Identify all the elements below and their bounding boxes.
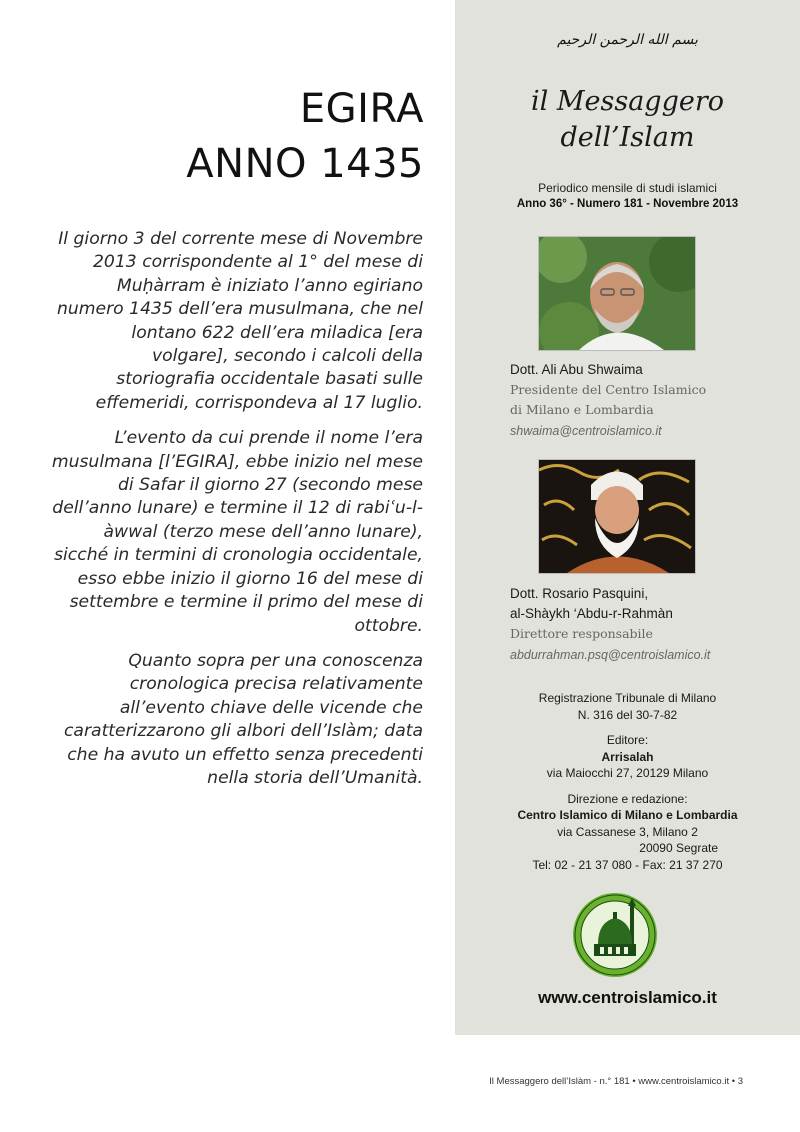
magazine-title-line2: dell’Islam xyxy=(560,122,695,153)
portrait-photo xyxy=(538,236,696,351)
office-address: 20090 Segrate xyxy=(639,841,718,855)
article-paragraph: Il giorno 3 del corrente mese di Novembre 2013 corrispondente al 1° del mese di Muḥàrram è iniziato l’anno egiriano numero 1435 dell’era musulmana, che nel lontano 622 dell’era miladica [era volgare], secondo i calcoli della storiografia occidentale basati sulle effemeridi, corrispondeva al 17 luglio. xyxy=(57,229,423,413)
office-address: via Cassanese 3, Milano 2 xyxy=(557,824,698,839)
article-body xyxy=(50,228,423,802)
magazine-subtitle: Periodico mensile di studi islamici xyxy=(538,181,717,195)
magazine-title xyxy=(455,84,800,156)
masthead-sidebar xyxy=(455,0,800,1035)
office-label: Direzione e redazione: xyxy=(567,791,688,806)
person-role: Presidente del Centro Islamico xyxy=(510,382,707,397)
article-paragraph: Quanto sopra per una conoscenza cronologica precisa relativamente all’evento chiave delle vicende che caratterizzarono gli albori dell’Islàm; data che ha avuto un effetto senza precedenti nella storia dell’Umanità. xyxy=(63,650,423,788)
portrait-photo xyxy=(538,459,696,574)
publication-credits xyxy=(455,690,800,873)
office-name: Centro Islamico di Milano e Lombardia xyxy=(517,808,738,822)
basmala-calligraphy: بسم الله الرحمن الرحيم xyxy=(557,32,698,48)
portrait-image xyxy=(539,237,695,350)
person-name: Dott. Rosario Pasquini, xyxy=(510,586,649,601)
page-footer: Il Messaggero dell’Islàm - n.° 181 • www.centroislamico.it • 3 xyxy=(489,1076,743,1087)
person-email[interactable]: abdurrahman.psq@centroislamico.it xyxy=(510,648,711,662)
person-role: di Milano e Lombardia xyxy=(510,402,654,417)
person-card xyxy=(510,584,780,666)
registration-text: N. 316 del 30-7-82 xyxy=(577,707,678,722)
person-card xyxy=(510,360,780,442)
registration-text: Registrazione Tribunale di Milano xyxy=(538,691,717,705)
issue-info: Anno 36° - Numero 181 - Novembre 2013 xyxy=(516,198,739,210)
editor-name: Arrisalah xyxy=(601,749,654,764)
office-phone: Tel: 02 - 21 37 080 - Fax: 21 37 270 xyxy=(532,857,723,872)
person-role: Direttore responsabile xyxy=(510,626,653,641)
article-title-line2: ANNO 1435 xyxy=(186,141,424,187)
magazine-title-line1: il Messaggero xyxy=(531,86,724,117)
person-name: Dott. Ali Abu Shwaima xyxy=(510,362,643,377)
article-title-line1: EGIRA xyxy=(299,86,424,132)
portrait-image xyxy=(539,460,695,573)
editor-address: via Maiocchi 27, 20129 Milano xyxy=(546,766,709,780)
person-name: al-Shàykh ‘Abdu-r-Rahmàn xyxy=(510,606,673,621)
article-title xyxy=(186,82,424,192)
website-link[interactable]: www.centroislamico.it xyxy=(538,988,717,1007)
centro-islamico-logo xyxy=(572,892,658,978)
person-email[interactable]: shwaima@centroislamico.it xyxy=(510,424,662,438)
article-paragraph: L’evento da cui prende il nome l’era musulmana [l’EGIRA], ebbe inizio nel mese di Safar il giorno 27 (secondo mese dell’anno lunare) e termine il 12 di rabiʿu-l-àwwal (terzo mese dell’anno lunare), sicché in termini di cronologia occidentale, esso ebbe inizio il giorno 16 del mese di settembre e termine il primo del mese di ottobre. xyxy=(51,428,423,636)
editor-label: Editore: xyxy=(606,733,649,747)
